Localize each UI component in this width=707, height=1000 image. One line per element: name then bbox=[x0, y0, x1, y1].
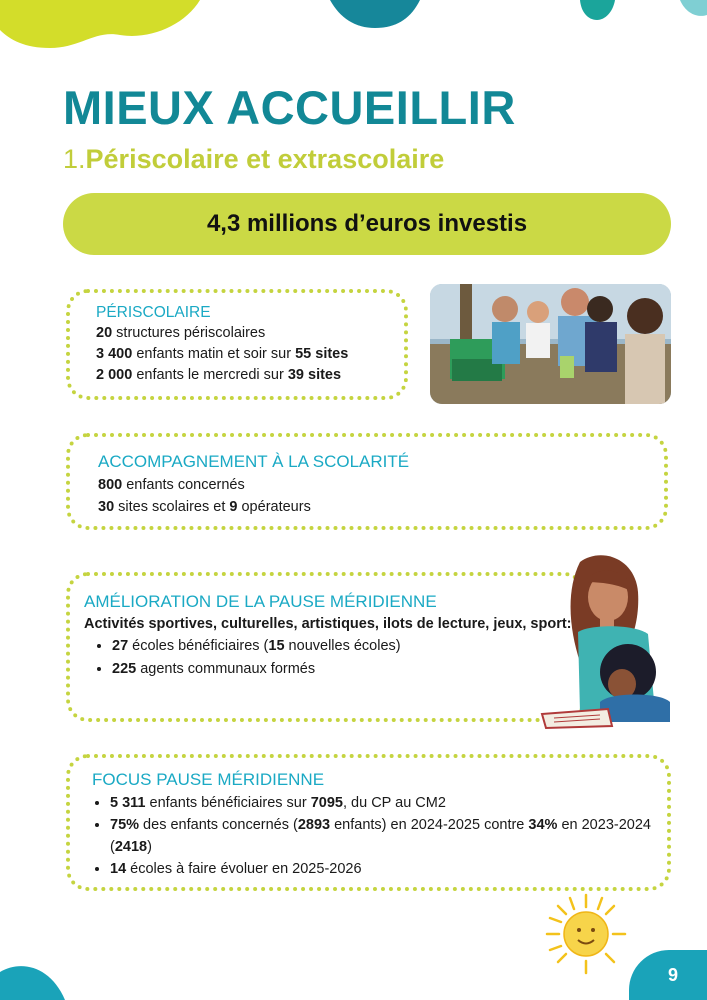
top-decoration bbox=[0, 0, 707, 60]
periscolaire-line: 2 000 enfants le mercredi sur 39 sites bbox=[96, 367, 342, 383]
page-subtitle bbox=[63, 141, 444, 177]
focus-box bbox=[66, 754, 671, 891]
page-title: MIEUX ACCUEILLIR bbox=[63, 81, 516, 134]
periscolaire-box bbox=[66, 289, 408, 400]
reading-illustration bbox=[540, 552, 680, 732]
children-gardening-photo bbox=[430, 284, 671, 404]
pause-lead: Activités sportives, culturelles, artistiques, ilots de lecture, jeux, sport: bbox=[84, 616, 572, 632]
bottom-decoration bbox=[0, 960, 80, 1000]
accompagnement-line: 30 sites scolaires et 9 opérateurs bbox=[98, 499, 311, 515]
focus-list bbox=[92, 792, 670, 880]
accompagnement-line: 800 enfants concernés bbox=[98, 477, 245, 493]
subtitle-number: 1. bbox=[63, 144, 86, 174]
accompagnement-box bbox=[66, 433, 668, 530]
periscolaire-heading: PÉRISCOLAIRE bbox=[96, 304, 211, 321]
pause-list bbox=[84, 635, 582, 681]
pause-meridienne-box bbox=[66, 572, 586, 722]
accompagnement-heading: ACCOMPAGNEMENT À LA SCOLARITÉ bbox=[98, 452, 410, 471]
subtitle-text: Périscolaire et extrascolaire bbox=[85, 144, 445, 174]
sun-icon bbox=[545, 893, 627, 975]
page-number: 9 bbox=[629, 950, 707, 1000]
list-item: • 75% des enfants concernés (2893 enfants) en 2024-2025 contre 34% en 2023-2024 (2418) bbox=[110, 814, 670, 858]
focus-heading: FOCUS PAUSE MÉRIDIENNE bbox=[92, 770, 325, 789]
investment-banner: 4,3 millions d’euros investis bbox=[63, 193, 671, 255]
list-item: • 5 311 enfants bénéficiaires sur 7095, du CP au CM2 bbox=[110, 792, 670, 814]
list-item: • 225 agents communaux formés bbox=[112, 658, 582, 681]
pause-heading: AMÉLIORATION DE LA PAUSE MÉRIDIENNE bbox=[84, 592, 437, 611]
list-item: • 27 écoles bénéficiaires (15 nouvelles écoles) bbox=[112, 635, 582, 658]
periscolaire-line: 3 400 enfants matin et soir sur 55 sites bbox=[96, 346, 349, 362]
periscolaire-line: 20 structures périscolaires bbox=[96, 325, 266, 341]
list-item: • 14 écoles à faire évoluer en 2025-2026 bbox=[110, 858, 670, 880]
